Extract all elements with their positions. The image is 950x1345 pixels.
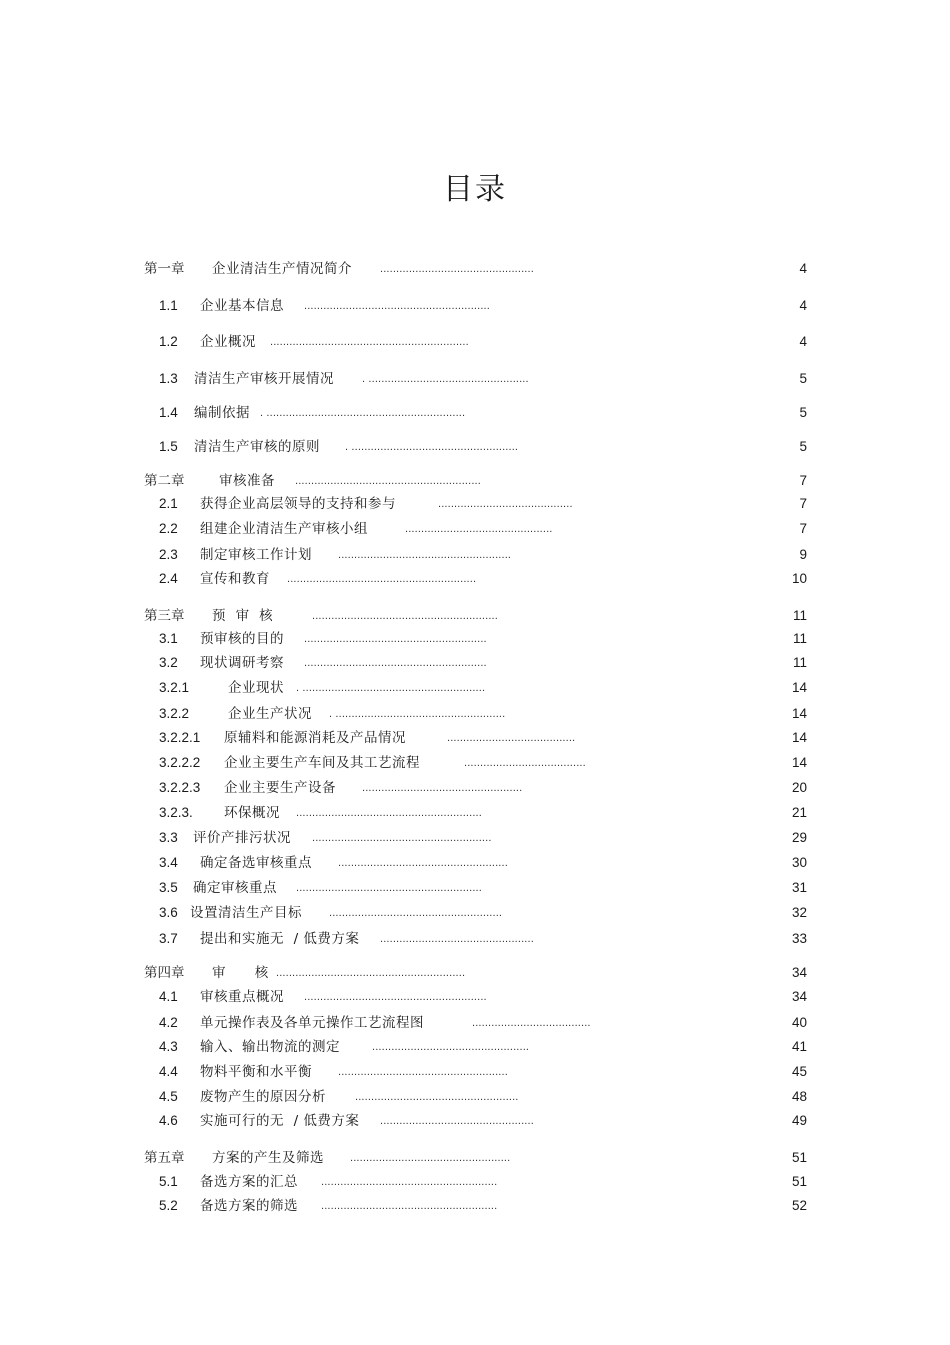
toc-entry-number: 3.2 (159, 655, 178, 670)
toc-entry-leader: ................................................. (372, 1041, 530, 1053)
toc-entry[interactable] (0, 519, 950, 539)
toc-entry-page-number: 5 (799, 371, 807, 386)
toc-entry-leader: . ..................................................... (329, 708, 506, 720)
toc-entry[interactable] (0, 545, 950, 565)
toc-entry-number: 3.2.3. (159, 805, 193, 820)
toc-entry-page-number: 14 (791, 755, 807, 770)
toc-entry[interactable] (0, 259, 950, 279)
toc-entry-leader: ..................................................... (338, 1066, 508, 1078)
toc-entry[interactable] (0, 987, 950, 1007)
toc-entry-page-number: 34 (791, 989, 807, 1004)
toc-entry-number: 4.4 (159, 1064, 178, 1079)
toc-entry[interactable] (0, 606, 950, 626)
toc-entry-number: 1.4 (159, 405, 178, 420)
toc-entry-page-number: 11 (792, 631, 807, 646)
toc-entry-page-number: 33 (791, 931, 807, 946)
toc-entry[interactable] (0, 803, 950, 823)
toc-entry-number: 2.4 (159, 571, 178, 586)
toc-entry-page-number: 41 (791, 1039, 807, 1054)
toc-entry[interactable] (0, 437, 950, 457)
toc-entry[interactable] (0, 471, 950, 491)
toc-entry-leader: .......................................................... (296, 882, 482, 894)
toc-entry-leader: ....................................................... (321, 1176, 498, 1188)
toc-entry-page-number: 51 (791, 1150, 807, 1165)
toc-entry[interactable] (0, 878, 950, 898)
toc-entry-title: 企业基本信息 (200, 298, 284, 314)
toc-entry-title: 获得企业高层领导的支持和参与 (200, 496, 396, 512)
toc-entry-leader: ......................................................... (304, 633, 487, 645)
toc-entry-number: 1.5 (159, 439, 178, 454)
toc-entry-title: 单元操作表及各单元操作工艺流程图 (200, 1015, 424, 1031)
toc-entry-leader: .......................................................... (295, 475, 481, 487)
toc-entry-title: 编制依据 (194, 405, 250, 421)
toc-entry-number: 第二章 (144, 473, 185, 488)
toc-entry[interactable] (0, 1111, 950, 1131)
toc-entry-title: 备选方案的筛选 (200, 1198, 298, 1214)
toc-entry-title: 确定备选审核重点 (200, 855, 312, 871)
toc-entry-leader: ......................................................... (304, 991, 487, 1003)
toc-entry-number: 3.2.2 (159, 706, 190, 721)
toc-entry-number: 5.2 (159, 1198, 178, 1213)
toc-entry-page-number: 20 (791, 780, 807, 795)
toc-entry-title: 企业主要生产设备 (224, 780, 336, 796)
toc-entry-number: 1.2 (159, 334, 178, 349)
toc-entry-leader: . .................................................... (345, 441, 519, 453)
toc-entry-leader: .............................................. (405, 523, 553, 535)
toc-entry-title: 预 审 核 (212, 608, 274, 624)
toc-entry-number: 4.2 (159, 1015, 178, 1030)
toc-entry-page-number: 11 (792, 608, 807, 623)
toc-entry-title: 企业概况 (200, 334, 256, 350)
toc-entry-number: 3.2.2.2 (159, 755, 201, 770)
toc-entry-number: 3.2.2.3 (159, 780, 201, 795)
toc-entry[interactable] (0, 369, 950, 389)
toc-entry-title: 宣传和教育 (200, 571, 270, 587)
toc-entry-number: 3.3 (159, 830, 178, 845)
toc-entry-number: 5.1 (159, 1174, 178, 1189)
toc-entry[interactable] (0, 1013, 950, 1033)
toc-entry[interactable] (0, 1037, 950, 1057)
toc-entry-title: 企业生产状况 (228, 706, 312, 722)
toc-entry[interactable] (0, 1062, 950, 1082)
toc-entry-page-number: 31 (791, 880, 807, 895)
toc-entry-title: 输入、输出物流的测定 (200, 1039, 340, 1055)
toc-entry-leader: .................................................. (362, 782, 523, 794)
toc-entry-number: 2.1 (159, 496, 178, 511)
toc-entry-leader: ................................................ (380, 1115, 534, 1127)
toc-entry-page-number: 5 (799, 405, 807, 420)
toc-entry-title: 预审核的目的 (200, 631, 284, 647)
page-title: 目录 (443, 172, 507, 207)
toc-entry-title: 确定审核重点 (193, 880, 277, 896)
toc-entry[interactable] (0, 753, 950, 773)
toc-entry-page-number: 4 (799, 261, 807, 276)
toc-entry-leader: .......................................... (438, 498, 573, 510)
toc-entry-leader: ........................................................... (276, 967, 466, 979)
toc-entry-leader: ......................................................... (304, 657, 487, 669)
toc-entry-leader: . .................................................. (362, 373, 529, 385)
toc-entry-title: 企业主要生产车间及其工艺流程 (224, 755, 420, 771)
toc-entry[interactable] (0, 403, 950, 423)
toc-entry-number: 4.3 (159, 1039, 178, 1054)
toc-entry-page-number: 49 (791, 1113, 807, 1128)
toc-entry-title: 废物产生的原因分析 (200, 1089, 326, 1105)
toc-entry-page-number: 14 (791, 706, 807, 721)
toc-entry-leader: .......................................................... (304, 300, 490, 312)
toc-entry[interactable] (0, 678, 950, 698)
toc-entry-title: 设置清洁生产目标 (190, 905, 302, 921)
toc-entry[interactable] (0, 653, 950, 673)
toc-entry[interactable] (0, 494, 950, 514)
toc-entry-leader: .......................................................... (312, 610, 498, 622)
toc-entry[interactable] (0, 1148, 950, 1168)
toc-entry-page-number: 30 (791, 855, 807, 870)
toc-entry-number: 3.6 (159, 905, 178, 920)
toc-entry[interactable] (0, 704, 950, 724)
toc-entry-title: 企业现状 (228, 680, 284, 696)
toc-entry-title: 清洁生产审核开展情况 (194, 371, 334, 387)
toc-entry-title: 实施可行的无 / 低费方案 (200, 1113, 360, 1129)
toc-entry-leader: ................................................ (380, 933, 534, 945)
toc-entry-page-number: 5 (799, 439, 807, 454)
toc-entry[interactable] (0, 778, 950, 798)
toc-entry[interactable] (0, 332, 950, 352)
toc-entry-leader: . ......................................................... (296, 682, 486, 694)
toc-entry-number: 3.7 (159, 931, 178, 946)
toc-entry[interactable] (0, 929, 950, 949)
toc-entry-title: 方案的产生及筛选 (212, 1150, 324, 1166)
toc-entry[interactable] (0, 629, 950, 649)
toc-entry-number: 2.3 (159, 547, 178, 562)
toc-entry-page-number: 4 (799, 334, 807, 349)
toc-entry[interactable] (0, 828, 950, 848)
toc-entry-page-number: 11 (792, 655, 807, 670)
toc-entry-leader: ..................................... (472, 1017, 591, 1029)
toc-entry-leader: . .............................................................. (260, 407, 466, 419)
toc-entry-title: 制定审核工作计划 (200, 547, 312, 563)
toc-entry-leader: ........................................................ (312, 832, 492, 844)
toc-entry-title: 组建企业清洁生产审核小组 (200, 521, 368, 537)
toc-entry[interactable] (0, 853, 950, 873)
toc-entry-number: 4.6 (159, 1113, 178, 1128)
toc-entry-leader: ....................................................... (321, 1200, 498, 1212)
toc-entry-page-number: 14 (791, 730, 807, 745)
toc-entry-number: 1.1 (159, 298, 178, 313)
toc-entry-leader: ..................................................... (338, 857, 508, 869)
toc-entry-page-number: 45 (791, 1064, 807, 1079)
toc-entry[interactable] (0, 903, 950, 923)
toc-entry-leader: .......................................................... (296, 807, 482, 819)
toc-entry-page-number: 4 (799, 298, 807, 313)
toc-entry-page-number: 32 (791, 905, 807, 920)
toc-entry-page-number: 52 (791, 1198, 807, 1213)
toc-entry-number: 3.5 (159, 880, 178, 895)
toc-entry[interactable] (0, 1196, 950, 1216)
toc-entry-number: 2.2 (159, 521, 178, 536)
toc-entry-page-number: 21 (791, 805, 807, 820)
toc-entry-number: 3.2.2.1 (159, 730, 201, 745)
toc-entry-page-number: 34 (791, 965, 807, 980)
toc-entry[interactable] (0, 728, 950, 748)
toc-entry-page-number: 40 (791, 1015, 807, 1030)
toc-entry-title: 原辅料和能源消耗及产品情况 (224, 730, 406, 746)
toc-entry-page-number: 29 (791, 830, 807, 845)
toc-entry[interactable] (0, 569, 950, 589)
toc-entry-title: 现状调研考察 (200, 655, 284, 671)
toc-entry-leader: ...................................................... (338, 549, 512, 561)
toc-entry-page-number: 7 (799, 473, 807, 488)
toc-entry-leader: .............................................................. (270, 336, 469, 348)
toc-entry-number: 3.1 (159, 631, 178, 646)
toc-entry-title: 环保概况 (224, 805, 280, 821)
toc-entry-leader: ...................................................... (329, 907, 503, 919)
toc-entry-leader: ........................................ (447, 732, 576, 744)
toc-entry-title: 审 核 (212, 965, 269, 981)
toc-entry-leader: ........................................................... (287, 573, 477, 585)
toc-entry-title: 提出和实施无 / 低费方案 (200, 931, 360, 947)
toc-entry-title: 审核重点概况 (200, 989, 284, 1005)
toc-entry-number: 第五章 (144, 1150, 185, 1165)
toc-entry-number: 第四章 (144, 965, 185, 980)
toc-entry-number: 第一章 (144, 261, 185, 276)
toc-entry-page-number: 14 (791, 680, 807, 695)
toc-entry-title: 备选方案的汇总 (200, 1174, 298, 1190)
toc-entry-title: 评价产排污状况 (193, 830, 291, 846)
toc-entry[interactable] (0, 963, 950, 983)
toc-entry-number: 第三章 (144, 608, 185, 623)
toc-entry-leader: ................................................... (355, 1091, 519, 1103)
toc-entry-leader: ...................................... (464, 757, 586, 769)
toc-entry[interactable] (0, 1172, 950, 1192)
toc-entry-number: 4.5 (159, 1089, 178, 1104)
toc-entry-page-number: 7 (799, 496, 807, 511)
toc-entry-leader: ................................................ (380, 263, 534, 275)
toc-entry-page-number: 7 (799, 521, 807, 536)
toc-entry-title: 企业清洁生产情况简介 (212, 261, 352, 277)
toc-entry-page-number: 51 (791, 1174, 807, 1189)
toc-entry-leader: .................................................. (350, 1152, 511, 1164)
toc-entry-title: 审核准备 (219, 473, 275, 489)
toc-entry-page-number: 9 (799, 547, 807, 562)
toc-entry[interactable] (0, 296, 950, 316)
toc-entry-number: 3.4 (159, 855, 178, 870)
toc-entry-page-number: 10 (791, 571, 807, 586)
toc-entry-number: 3.2.1 (159, 680, 190, 695)
toc-entry-page-number: 48 (791, 1089, 807, 1104)
toc-entry[interactable] (0, 1087, 950, 1107)
toc-entry-number: 1.3 (159, 371, 178, 386)
toc-entry-title: 清洁生产审核的原则 (194, 439, 320, 455)
toc-entry-number: 4.1 (159, 989, 178, 1004)
toc-entry-title: 物料平衡和水平衡 (200, 1064, 312, 1080)
